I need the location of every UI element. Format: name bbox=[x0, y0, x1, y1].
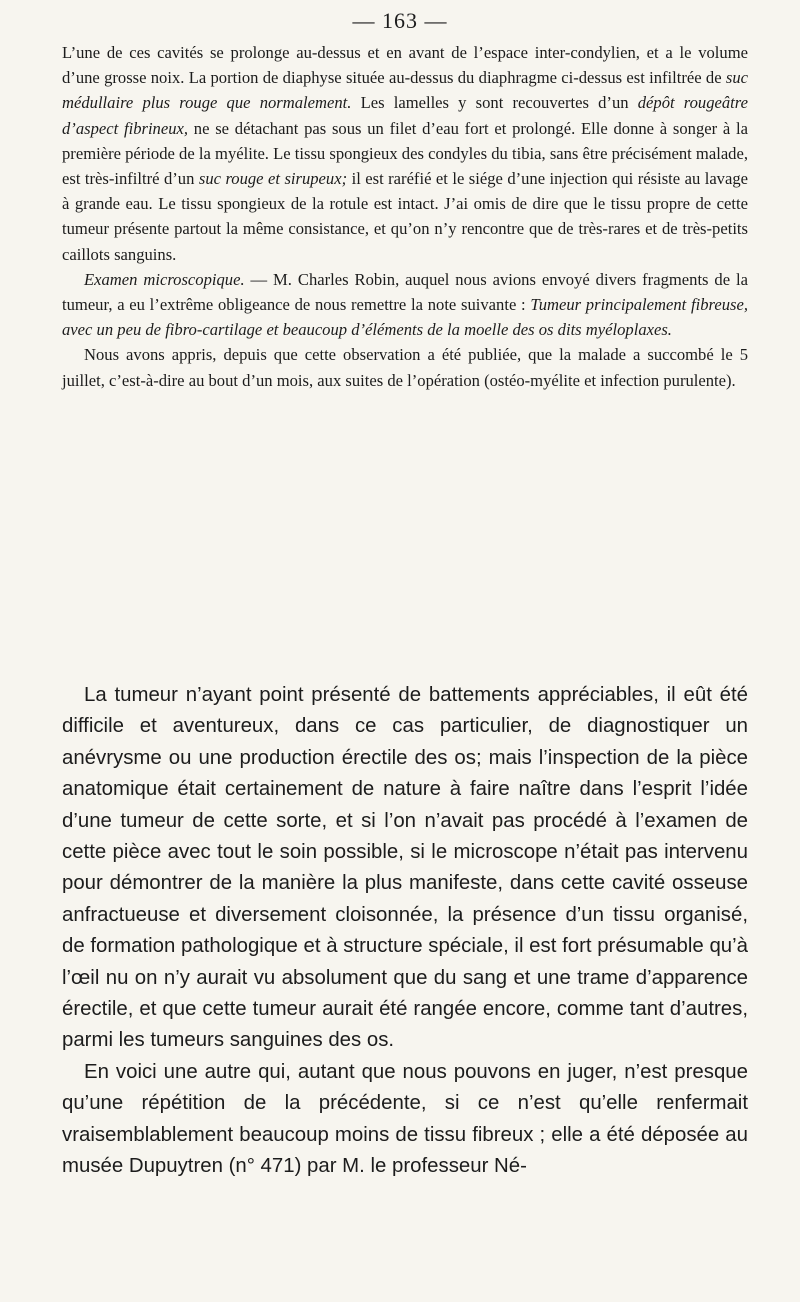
page-number: — 163 — bbox=[352, 8, 448, 33]
text: ne se détachant pas sous un filet d’eau fort et prolongé. Elle donne à songer à la première période de la myélite. Le tissu spongieux des condyles du tibia, sans être précisément malade, est très-infiltré d’un bbox=[62, 118, 748, 189]
text: — M. Charles Robin, auquel nous avions envoyé divers fragments de la tumeur, a eu l’extrême obligeance de nous remettre la note suivante : bbox=[62, 269, 749, 315]
italic-text: Tumeur principalement fibreuse, avec un peu de fibro-cartilage et beaucoup d’éléments de la moelle des os dits myéloplaxes. bbox=[62, 295, 748, 340]
text: Les lamelles y sont recouvertes d’un bbox=[351, 93, 638, 113]
italic-text: dépôt rougeâtre d’aspect fibrineux, bbox=[62, 93, 748, 138]
observation-notes bbox=[62, 40, 748, 393]
section-heading: Examen microscopique. bbox=[84, 269, 245, 289]
main-text bbox=[62, 680, 748, 1183]
note-paragraph-1 bbox=[62, 40, 748, 267]
note-paragraph-2 bbox=[62, 267, 748, 343]
italic-text: suc médullaire plus rouge que normalement. bbox=[62, 68, 748, 113]
note-paragraph-3: Nous avons appris, depuis que cette observation a été publiée, que la malade a succombé le 5 juillet, c’est-à-dire au bout d’un mois, aux suites de l’opération (ostéo-myélite et infection purulente). bbox=[62, 345, 748, 390]
text: L’une de ces cavités se prolonge au-dessus et en avant de l’espace inter-condylien, et a le volume d’une grosse noix. La portion de diaphyse située au-dessus du diaphragme ci-dessus est infiltrée de bbox=[62, 43, 748, 88]
italic-text: suc rouge et sirupeux; bbox=[198, 169, 348, 189]
body-paragraph-2: En voici une autre qui, autant que nous pouvons en juger, n’est presque qu’une répétition de la précédente, si ce n’est qu’elle renfermait vraisemblablement beaucoup moins de tissu fibreux ; elle a été déposée au musée Dupuytren (n° 471) par M. le professeur Né- bbox=[62, 1060, 748, 1178]
text: il est raréfié et le siége d’une injection qui résiste au lavage à grande eau. Le tissu spongieux de la rotule est intact. J’ai omis de dire que le tissu propre de cette tumeur présente partout la même consistance, et qu’on n’y rencontre que de très-rares et de très-petits caillots sanguins. bbox=[62, 169, 749, 264]
body-paragraph-1: La tumeur n’ayant point présenté de battements appréciables, il eût été difficile et aventureux, dans ce cas particulier, de diagnostiquer un anévrysme ou une production érectile des os; mais l’inspection de la pièce anatomique était certainement de nature à faire naître dans l’esprit l’idée d’une tumeur de cette sorte, et si l’on n’avait pas procédé à l’examen de cette pièce avec tout le soin possible, si le microscope n’était pas intervenu pour démontrer de la manière la plus manifeste, dans cette cavité osseuse anfractueuse et diversement cloisonnée, la présence d’un tissu organisé, de formation pathologique et à structure spéciale, il est fort présumable qu’à l’œil nu on n’y aurait vu absolument que du sang et une trame d’apparence érectile, et que cette tumeur aurait été rangée encore, comme tant d’autres, parmi les tumeurs sanguines des os. bbox=[62, 684, 748, 1052]
